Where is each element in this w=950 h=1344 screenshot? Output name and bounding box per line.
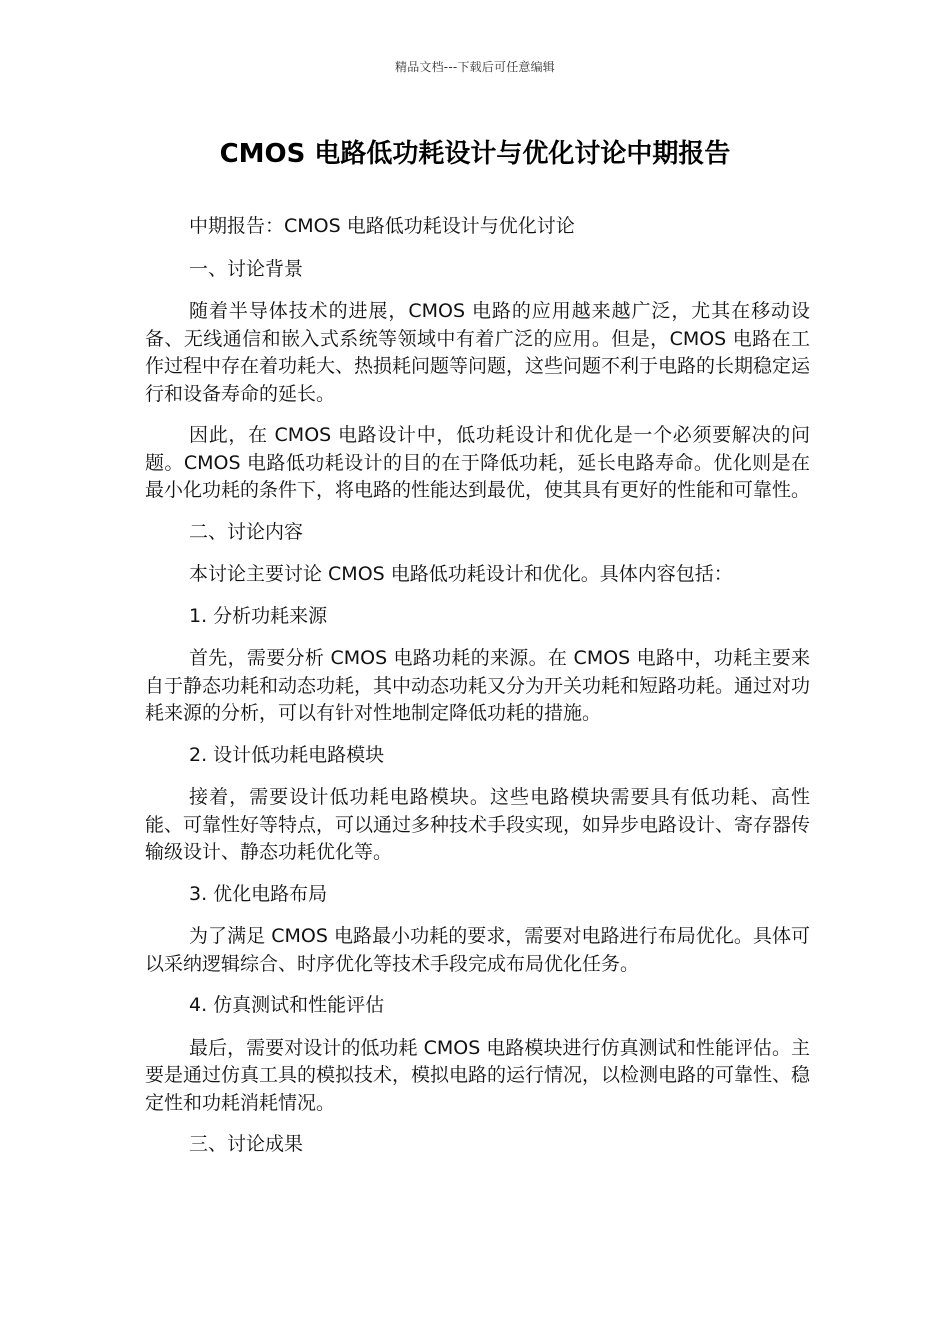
subsection-heading: 1. 分析功耗来源	[189, 604, 328, 627]
section-heading-content: 二、讨论内容	[189, 520, 304, 543]
paragraph: 本讨论主要讨论 CMOS 电路低功耗设计和优化。具体内容包括：	[189, 563, 733, 585]
document-title: CMOS 电路低功耗设计与优化讨论中期报告	[219, 139, 731, 169]
document-body	[145, 213, 810, 1174]
paragraph: 因此，在 CMOS 电路设计中，低功耗设计和优化是一个必须要解决的问题。CMOS 电路低功耗设计的目的在于降低功耗，延长电路寿命。优化则是在最小化功耗的条件下，将电路的性能达到最优，使其具有更好的性能和可靠性。	[145, 424, 811, 501]
paragraph: 为了满足 CMOS 电路最小功耗的要求，需要对电路进行布局优化。具体可以采纳逻辑综合、时序优化等技术手段完成布局优化任务。	[145, 925, 810, 975]
header-note: 精品文档---下载后可任意编辑	[395, 60, 555, 74]
section-heading-results: 三、讨论成果	[189, 1133, 304, 1155]
subsection-heading: 3. 优化电路布局	[189, 882, 328, 905]
report-subtitle: 中期报告：CMOS 电路低功耗设计与优化讨论	[189, 215, 575, 237]
paragraph: 接着，需要设计低功耗电路模块。这些电路模块需要具有低功耗、高性能、可靠性好等特点，可以通过多种技术手段实现，如异步电路设计、寄存器传输级设计、静态功耗优化等。	[145, 786, 811, 863]
paragraph: 最后，需要对设计的低功耗 CMOS 电路模块进行仿真测试和性能评估。主要是通过仿真工具的模拟技术，模拟电路的运行情况，以检测电路的可靠性、稳定性和功耗消耗情况。	[145, 1036, 811, 1114]
subsection-heading: 4. 仿真测试和性能评估	[189, 994, 385, 1016]
paragraph: 随着半导体技术的进展，CMOS 电路的应用越来越广泛，尤其在移动设备、无线通信和嵌入式系统等领域中有着广泛的应用。但是，CMOS 电路在工作过程中存在着功耗大、热损耗问题等问题，这些问题不利于电路的长期稳定运行和设备寿命的延长。	[145, 300, 811, 405]
subsection-heading: 2. 设计低功耗电路模块	[189, 743, 385, 766]
section-heading-background: 一、讨论背景	[189, 257, 304, 280]
paragraph: 首先，需要分析 CMOS 电路功耗的来源。在 CMOS 电路中，功耗主要来自于静态功耗和动态功耗，其中动态功耗又分为开关功耗和短路功耗。通过对功耗来源的分析，可以有针对性地制定降低功耗的措施。	[145, 647, 811, 724]
